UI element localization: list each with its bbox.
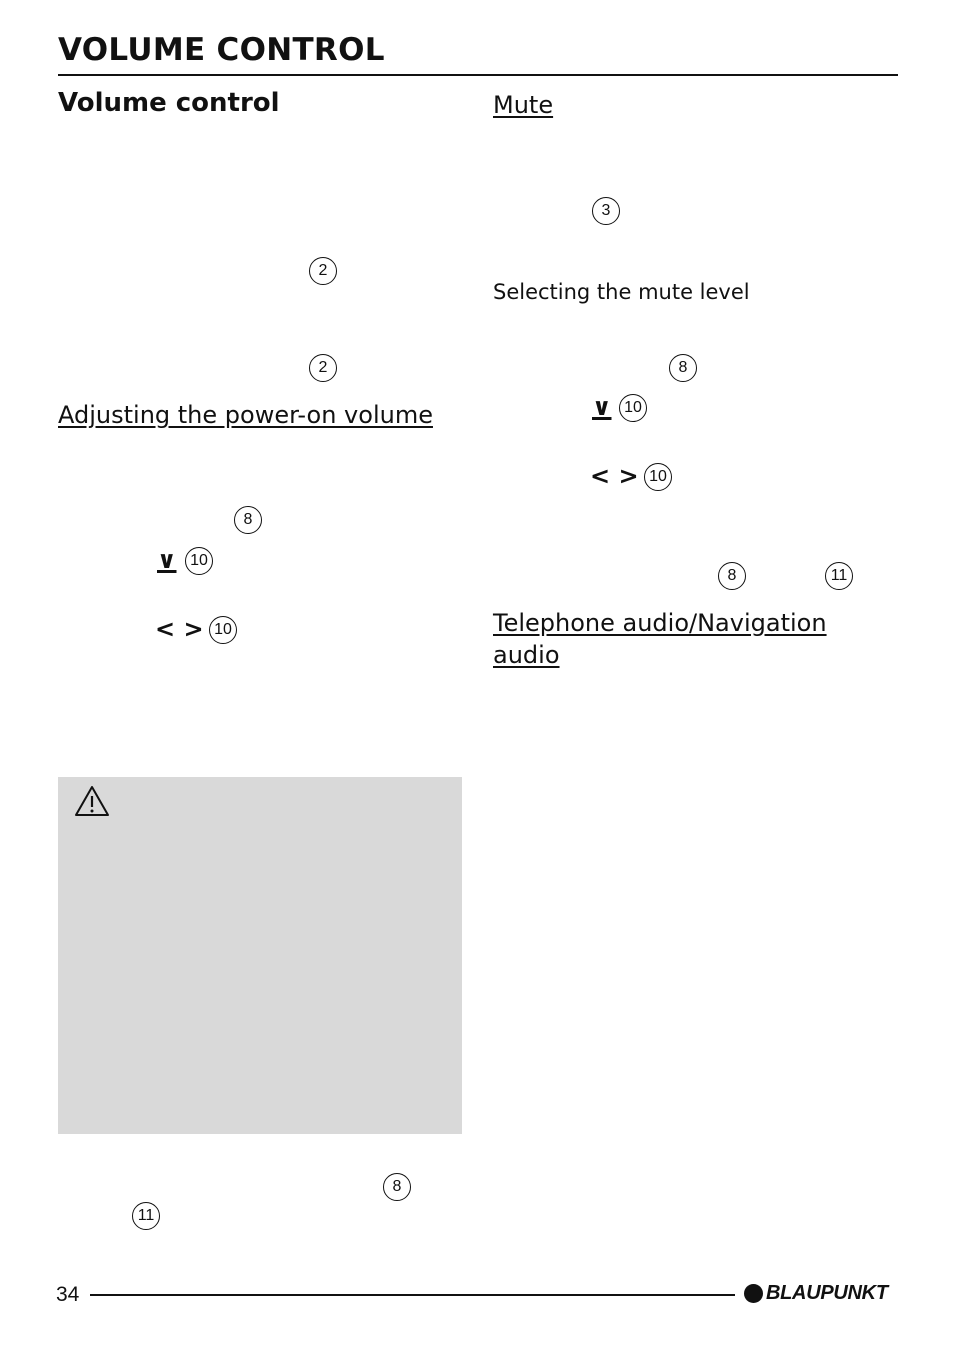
down-arrow-symbol: ∨ (592, 393, 612, 421)
ref-circle-8: 8 (383, 1173, 411, 1201)
section-heading-telephone-navigation-audio: Telephone audio/Navigation audio (493, 609, 827, 669)
title-divider (58, 74, 898, 76)
ref-circle-10: 10 (644, 463, 672, 491)
ref-circle-10: 10 (619, 394, 647, 422)
page-number: 34 (56, 1283, 80, 1306)
subheading-mute-level: Selecting the mute level (493, 280, 750, 304)
ref-circle-10: 10 (209, 616, 237, 644)
ref-circle-11: 11 (825, 562, 853, 590)
ref-circle-8: 8 (669, 354, 697, 382)
down-arrow-symbol: ∨ (157, 546, 177, 574)
section-heading-volume-control: Volume control (58, 88, 280, 118)
warning-triangle-icon (74, 785, 110, 817)
ref-circle-8: 8 (718, 562, 746, 590)
left-right-arrows-symbol: < > (590, 462, 639, 490)
ref-circle-11: 11 (132, 1202, 160, 1230)
ref-circle-8: 8 (234, 506, 262, 534)
footer-divider (90, 1294, 735, 1296)
brand-name: BLAUPUNKT (766, 1282, 888, 1304)
ref-circle-10: 10 (185, 547, 213, 575)
ref-circle-2: 2 (309, 354, 337, 382)
section-heading-mute: Mute (493, 91, 554, 119)
left-right-arrows-symbol: < > (155, 615, 204, 643)
ref-circle-2: 2 (309, 257, 337, 285)
ref-circle-3: 3 (592, 197, 620, 225)
brand-dot-icon (744, 1284, 763, 1303)
section-heading-power-on-volume: Adjusting the power-on volume (58, 401, 433, 429)
page-title: VOLUME CONTROL (58, 32, 385, 68)
brand-logo (744, 1282, 888, 1305)
warning-box (58, 777, 462, 1134)
